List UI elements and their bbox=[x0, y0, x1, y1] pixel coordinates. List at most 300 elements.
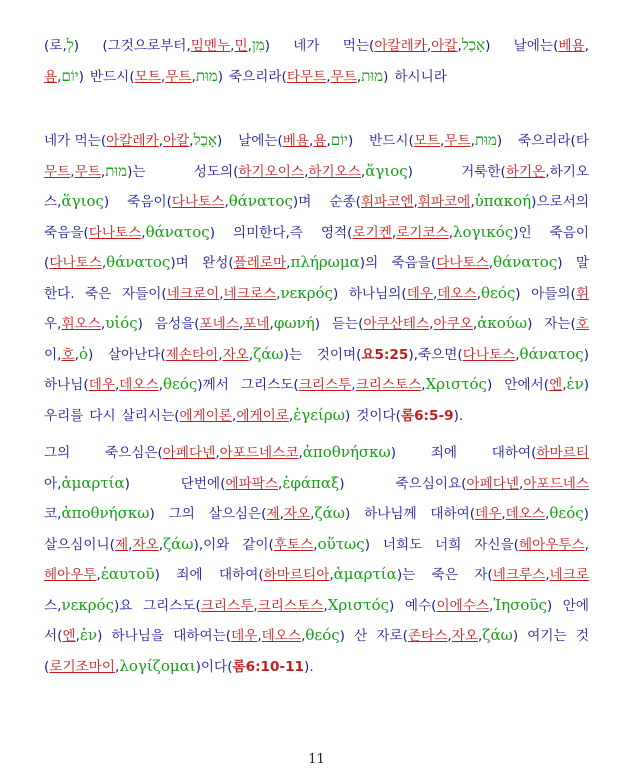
transliteration: 하마르티 bbox=[536, 445, 589, 461]
text-fragment: , bbox=[218, 346, 223, 363]
transliteration: 로기켄 bbox=[352, 224, 392, 241]
text-fragment: , bbox=[158, 133, 164, 149]
transliteration: 무트 bbox=[330, 68, 357, 85]
word bbox=[238, 125, 353, 157]
word bbox=[44, 30, 79, 62]
text-fragment: , bbox=[298, 445, 303, 461]
text-fragment: 날에는( bbox=[238, 133, 283, 149]
text-fragment: , bbox=[515, 346, 520, 363]
text-line bbox=[44, 529, 589, 560]
word bbox=[317, 339, 589, 371]
word bbox=[492, 438, 589, 469]
hebrew-word: לְ bbox=[66, 36, 74, 54]
text-fragment: , bbox=[470, 194, 475, 210]
greek-word: νεκρός bbox=[280, 283, 333, 302]
word bbox=[550, 218, 589, 249]
transliteration: 밈멘누 bbox=[190, 38, 231, 54]
greek-word: ἐγείρω bbox=[293, 405, 345, 424]
transliteration: 아칼레카 bbox=[106, 133, 159, 149]
text-fragment: , bbox=[141, 224, 146, 241]
word bbox=[356, 401, 463, 432]
text-fragment: 죽은 bbox=[85, 285, 112, 302]
text-fragment: , bbox=[57, 194, 62, 210]
greek-word: ἀποθνήσκω bbox=[61, 504, 150, 522]
text-fragment: 스 bbox=[44, 597, 58, 614]
text-fragment: 스 bbox=[44, 194, 58, 210]
transliteration: 무트 bbox=[165, 68, 192, 85]
text-fragment: , bbox=[57, 506, 62, 522]
transliteration: 엔 bbox=[549, 377, 563, 393]
word bbox=[122, 400, 351, 432]
text-fragment: , bbox=[160, 68, 166, 85]
text-fragment: , bbox=[57, 597, 62, 614]
text-fragment: , bbox=[158, 377, 164, 393]
text-line bbox=[44, 61, 589, 92]
transliteration: 하마르티아 bbox=[263, 567, 330, 583]
word bbox=[527, 621, 566, 652]
transliteration: 아칼레카 bbox=[374, 38, 427, 54]
text-fragment: , bbox=[432, 285, 438, 302]
word bbox=[44, 279, 75, 310]
transliteration: 데우 bbox=[88, 377, 115, 393]
greek-word: ζάω bbox=[163, 534, 194, 553]
word bbox=[321, 217, 532, 249]
word bbox=[241, 369, 492, 401]
word bbox=[329, 186, 589, 218]
transliteration: 다나토스 bbox=[88, 224, 142, 241]
text-fragment: ) bbox=[407, 163, 413, 180]
text-fragment: ), bbox=[408, 346, 418, 363]
text-fragment: 이와 bbox=[203, 536, 230, 553]
transliteration: 민 bbox=[234, 38, 248, 54]
scripture-reference: 롬6:10-11 bbox=[232, 658, 305, 675]
transliteration: 네크로스 bbox=[223, 285, 277, 302]
word bbox=[504, 369, 589, 401]
greek-word: ἐν bbox=[79, 626, 98, 644]
transliteration: 욤 bbox=[44, 68, 58, 85]
greek-word: ἀποθνήσκω bbox=[302, 443, 391, 461]
transliteration: 네크로 bbox=[549, 567, 589, 583]
text-fragment: )는 bbox=[127, 163, 146, 180]
text-fragment: 의미한다, bbox=[232, 224, 290, 241]
word bbox=[44, 156, 146, 188]
text-fragment: 단번에( bbox=[180, 475, 226, 492]
transliteration: 포네스 bbox=[199, 316, 239, 332]
text-line bbox=[44, 247, 589, 278]
text-fragment: ) bbox=[515, 285, 521, 302]
text-fragment: 것이다( bbox=[356, 407, 401, 424]
transliteration: 아칼 bbox=[431, 38, 458, 54]
text-fragment: ) bbox=[527, 316, 533, 332]
text-fragment: , bbox=[356, 68, 362, 85]
text-fragment: , bbox=[278, 475, 283, 492]
hebrew-word: מוּת bbox=[105, 161, 128, 180]
text-fragment: ) bbox=[389, 597, 395, 614]
text-fragment: , bbox=[562, 377, 567, 393]
text-fragment: , bbox=[186, 38, 191, 54]
word bbox=[514, 31, 589, 62]
transliteration: 다나토스 bbox=[462, 346, 516, 363]
greek-word: λογίζομαι bbox=[119, 656, 196, 675]
greek-word: θάνατος bbox=[106, 253, 171, 271]
text-fragment: 즉 bbox=[289, 224, 303, 241]
text-line bbox=[44, 651, 589, 682]
text-fragment: , bbox=[351, 377, 356, 393]
text-fragment: , bbox=[253, 597, 258, 614]
word bbox=[531, 279, 589, 310]
text-fragment: 자로( bbox=[376, 628, 408, 644]
text-fragment: , bbox=[326, 133, 331, 149]
text-line bbox=[44, 620, 589, 651]
transliteration: 크리스투 bbox=[200, 597, 254, 614]
text-fragment: , bbox=[96, 567, 101, 583]
text-fragment: , bbox=[413, 194, 418, 210]
text-fragment: 죄에 bbox=[176, 567, 203, 583]
text-fragment: , bbox=[100, 163, 106, 180]
word bbox=[435, 530, 461, 561]
transliteration: 베욤 bbox=[558, 38, 585, 54]
greek-word: πλήρωμα bbox=[290, 253, 360, 271]
greek-word: ζάω bbox=[253, 344, 284, 363]
text-fragment: , bbox=[301, 628, 306, 644]
text-fragment: ) bbox=[137, 316, 143, 332]
transliteration: 아페다넨 bbox=[466, 475, 519, 492]
text-line bbox=[44, 278, 589, 309]
text-fragment: 대하여는( bbox=[173, 628, 232, 644]
greek-word: θάνατος bbox=[493, 253, 558, 271]
word bbox=[44, 438, 70, 469]
text-fragment: , bbox=[276, 285, 281, 302]
word bbox=[173, 620, 345, 652]
text-fragment: , bbox=[440, 133, 445, 149]
word bbox=[349, 278, 521, 310]
word bbox=[44, 217, 215, 249]
text-fragment: ) bbox=[97, 628, 103, 644]
text-fragment: , bbox=[279, 506, 284, 522]
text-fragment: , bbox=[57, 346, 62, 363]
greek-word: ἁμαρτία bbox=[333, 565, 397, 583]
transliteration: 에게이로 bbox=[236, 407, 289, 424]
text-fragment: ), bbox=[193, 536, 204, 553]
word bbox=[395, 469, 589, 500]
word bbox=[90, 61, 223, 93]
word bbox=[44, 61, 84, 93]
text-fragment: )며 bbox=[170, 255, 189, 271]
transliteration: 제 bbox=[114, 536, 129, 553]
text-fragment: 그리스도( bbox=[240, 377, 299, 393]
text-fragment: , bbox=[238, 316, 244, 332]
word bbox=[155, 308, 320, 340]
text-fragment: ) bbox=[583, 346, 589, 363]
transliteration: 무트 bbox=[444, 133, 471, 149]
text-fragment: ) bbox=[264, 38, 270, 54]
word bbox=[44, 125, 222, 157]
text-fragment: 죽음을( bbox=[44, 224, 89, 241]
text-line bbox=[44, 30, 589, 61]
text-fragment: , bbox=[70, 163, 75, 180]
text-fragment: , bbox=[329, 567, 334, 583]
text-fragment: , bbox=[457, 38, 462, 54]
transliteration: 자오 bbox=[222, 346, 249, 363]
text-fragment: , bbox=[74, 346, 79, 363]
text-fragment: ) bbox=[512, 628, 519, 644]
hebrew-word: אָכַל bbox=[193, 131, 217, 149]
word bbox=[354, 621, 367, 652]
transliteration: 하기온 bbox=[505, 163, 546, 180]
transliteration: 이에수스 bbox=[436, 597, 489, 614]
greek-word: θάνατος bbox=[145, 222, 210, 241]
text-fragment: , bbox=[57, 68, 62, 85]
text-fragment: 아 bbox=[44, 475, 58, 492]
text-fragment: 영적( bbox=[320, 224, 353, 241]
word bbox=[576, 621, 589, 652]
word bbox=[219, 559, 415, 591]
text-fragment: 하나님께 bbox=[364, 506, 417, 522]
word bbox=[364, 499, 417, 530]
text-fragment: , bbox=[501, 506, 506, 522]
text-fragment: 너희도 bbox=[382, 536, 423, 553]
transliteration: 욤 bbox=[313, 133, 327, 149]
text-fragment: , bbox=[426, 38, 432, 54]
text-fragment: 죽은 bbox=[431, 567, 458, 583]
text-fragment: , bbox=[488, 597, 494, 614]
word bbox=[544, 309, 589, 340]
word bbox=[44, 529, 229, 561]
text-fragment: 죽으리라( bbox=[229, 68, 287, 85]
text-fragment: 반드시( bbox=[369, 133, 414, 149]
text-fragment: ). bbox=[453, 407, 464, 424]
text-fragment: 죽음을( bbox=[391, 255, 437, 271]
text-fragment: )요 bbox=[113, 597, 133, 614]
word bbox=[202, 247, 378, 279]
greek-word: ὑπακοή bbox=[474, 192, 532, 210]
text-fragment: , bbox=[128, 536, 133, 553]
transliteration: 모트 bbox=[413, 133, 441, 149]
text-fragment: , bbox=[114, 377, 120, 393]
text-fragment: , bbox=[215, 445, 220, 461]
text-fragment: 거룩한( bbox=[461, 163, 506, 180]
word bbox=[383, 530, 422, 561]
word bbox=[369, 125, 502, 157]
word bbox=[44, 369, 229, 401]
greek-word: ἁμαρτία bbox=[61, 473, 125, 492]
scripture-reference: 롬6:5-9 bbox=[400, 407, 454, 424]
text-fragment: 죽으심이요( bbox=[395, 475, 467, 492]
greek-word: θεός bbox=[305, 626, 340, 644]
transliteration: 포네 bbox=[243, 316, 270, 332]
word bbox=[576, 248, 589, 279]
word bbox=[518, 126, 589, 157]
transliteration: 휘파코엔 bbox=[360, 194, 414, 210]
transliteration: 다나토스 bbox=[49, 255, 102, 271]
greek-word: ὁ bbox=[78, 344, 88, 363]
text-fragment: 대하여( bbox=[430, 506, 476, 522]
transliteration: 아쿠산테스 bbox=[363, 316, 430, 332]
text-fragment: ) bbox=[154, 567, 160, 583]
text-fragment: 것 bbox=[575, 628, 589, 644]
word bbox=[169, 499, 195, 530]
greek-word: θάνατος bbox=[519, 344, 584, 363]
paragraph-2 bbox=[44, 125, 589, 430]
transliteration: 자오 bbox=[451, 628, 478, 644]
text-fragment: , bbox=[114, 658, 120, 675]
transliteration: 헤아우투스 bbox=[518, 536, 585, 553]
word bbox=[44, 401, 83, 432]
transliteration: 후토스 bbox=[273, 536, 314, 553]
text-fragment: ) bbox=[73, 38, 80, 54]
greek-word: θεός bbox=[481, 283, 516, 302]
text-fragment: 안에 bbox=[562, 597, 589, 614]
transliteration: 휘오스 bbox=[61, 316, 101, 332]
text-fragment: ) bbox=[339, 475, 345, 492]
text-fragment: 자( bbox=[474, 567, 493, 583]
transliteration: 아쿠오 bbox=[433, 316, 473, 332]
word bbox=[108, 339, 302, 371]
hebrew-word: יוֹם bbox=[330, 131, 348, 149]
text-fragment: 타 bbox=[575, 133, 589, 149]
word bbox=[405, 590, 552, 622]
text-fragment: , bbox=[219, 285, 224, 302]
word bbox=[89, 401, 115, 432]
word bbox=[44, 339, 93, 371]
text-fragment: , bbox=[313, 536, 318, 553]
word bbox=[85, 279, 111, 310]
greek-word: Χριστός bbox=[425, 375, 487, 393]
text-fragment: , bbox=[189, 133, 194, 149]
page-number: 11 bbox=[308, 752, 325, 767]
text-fragment: 우리를 bbox=[44, 407, 84, 424]
hebrew-word: מוּת bbox=[361, 66, 384, 85]
word bbox=[105, 437, 396, 469]
word bbox=[432, 560, 458, 591]
text-fragment: )으로서의 bbox=[531, 194, 589, 210]
text-fragment: , bbox=[101, 255, 107, 271]
word bbox=[44, 186, 109, 218]
transliteration: 무트 bbox=[74, 163, 101, 180]
word bbox=[44, 559, 160, 591]
text-fragment: , bbox=[584, 38, 589, 54]
text-fragment: ) bbox=[345, 506, 351, 522]
hebrew-word: מוּת bbox=[195, 66, 218, 85]
word bbox=[112, 621, 165, 652]
text-fragment: , bbox=[232, 407, 237, 424]
hebrew-word: מוּת bbox=[474, 131, 497, 149]
greek-word: ἅγιος bbox=[365, 161, 408, 180]
transliteration: 네크로이 bbox=[166, 285, 220, 302]
transliteration: 데우 bbox=[406, 285, 433, 302]
transliteration: 아칼 bbox=[163, 133, 190, 149]
word bbox=[127, 186, 311, 218]
text-fragment: 서( bbox=[44, 628, 63, 644]
text-fragment: , bbox=[57, 475, 62, 492]
word bbox=[229, 61, 388, 93]
text-fragment: 하나님을 bbox=[111, 628, 165, 644]
text-fragment: ) bbox=[546, 597, 553, 614]
text-fragment: , bbox=[421, 377, 426, 393]
text-fragment: , bbox=[472, 316, 478, 332]
word bbox=[343, 30, 491, 62]
transliteration: 제 bbox=[266, 506, 280, 522]
text-fragment: )께서 bbox=[197, 377, 229, 393]
greek-word: ἐφάπαξ bbox=[282, 473, 340, 492]
text-fragment: 것이며( bbox=[316, 346, 362, 363]
word bbox=[176, 560, 202, 591]
text-fragment: )는 bbox=[283, 346, 303, 363]
text-fragment: )의 bbox=[359, 255, 379, 271]
word bbox=[181, 468, 345, 500]
text-fragment: (그것으로부터 bbox=[102, 38, 187, 54]
text-fragment: 자신을( bbox=[474, 536, 519, 553]
text-fragment: , bbox=[269, 316, 274, 332]
word bbox=[233, 218, 303, 249]
word bbox=[44, 247, 189, 279]
text-fragment: ) bbox=[364, 536, 370, 553]
text-fragment: 반드시( bbox=[89, 68, 135, 85]
text-fragment: 성도의( bbox=[193, 163, 239, 180]
greek-word: θεός bbox=[163, 375, 198, 393]
text-fragment: 코 bbox=[44, 506, 58, 522]
text-fragment: , bbox=[448, 224, 454, 241]
transliteration: 자오 bbox=[283, 506, 311, 522]
text-fragment: 한다. bbox=[44, 285, 75, 302]
text-fragment: 완성( bbox=[202, 255, 234, 271]
text-fragment: 죽음이 bbox=[549, 224, 589, 241]
text-fragment: 안에서( bbox=[504, 377, 550, 393]
word bbox=[332, 308, 533, 340]
text-fragment: 예수( bbox=[404, 597, 437, 614]
transliteration: 로기조마이 bbox=[49, 658, 115, 675]
transliteration: 네크루스 bbox=[492, 567, 546, 583]
transliteration: 존타스 bbox=[407, 628, 448, 644]
text-fragment: , bbox=[360, 163, 366, 180]
greek-word: ἅγιος bbox=[61, 192, 104, 210]
text-fragment: )는 bbox=[396, 567, 416, 583]
transliteration: 베욤 bbox=[282, 133, 310, 149]
word bbox=[431, 438, 457, 469]
text-fragment: , bbox=[288, 407, 294, 424]
transliteration: 자오 bbox=[132, 536, 159, 553]
text-fragment: ) bbox=[124, 475, 130, 492]
text-fragment: , bbox=[57, 316, 62, 332]
transliteration: 모트 bbox=[134, 68, 161, 85]
text-fragment: 우 bbox=[44, 316, 58, 332]
text-fragment: 대하여( bbox=[491, 445, 537, 461]
transliteration: 호 bbox=[575, 316, 589, 332]
greek-word: Χριστός bbox=[327, 595, 390, 614]
greek-word: νεκρός bbox=[61, 595, 114, 614]
text-fragment: 살으심이니( bbox=[44, 536, 115, 553]
text-line bbox=[44, 339, 589, 370]
text-fragment: ) bbox=[485, 38, 491, 54]
transliteration: 제손타이 bbox=[165, 346, 219, 363]
transliteration: 데오스 bbox=[261, 628, 302, 644]
text-fragment: ) bbox=[217, 68, 224, 85]
text-fragment: , bbox=[477, 628, 483, 644]
transliteration: 데우 bbox=[231, 628, 258, 644]
text-fragment: ) bbox=[496, 133, 503, 149]
greek-word: φωνή bbox=[273, 314, 315, 332]
text-fragment: 죄에 bbox=[430, 445, 458, 461]
word bbox=[44, 498, 155, 530]
word bbox=[392, 247, 563, 279]
transliteration: 엔 bbox=[62, 628, 76, 644]
word bbox=[563, 591, 589, 622]
word bbox=[474, 530, 589, 561]
text-fragment: 듣는( bbox=[331, 316, 364, 332]
text-fragment: ) bbox=[314, 316, 321, 332]
text-fragment: 자들이( bbox=[122, 285, 167, 302]
transliteration: 에게이론 bbox=[179, 407, 233, 424]
